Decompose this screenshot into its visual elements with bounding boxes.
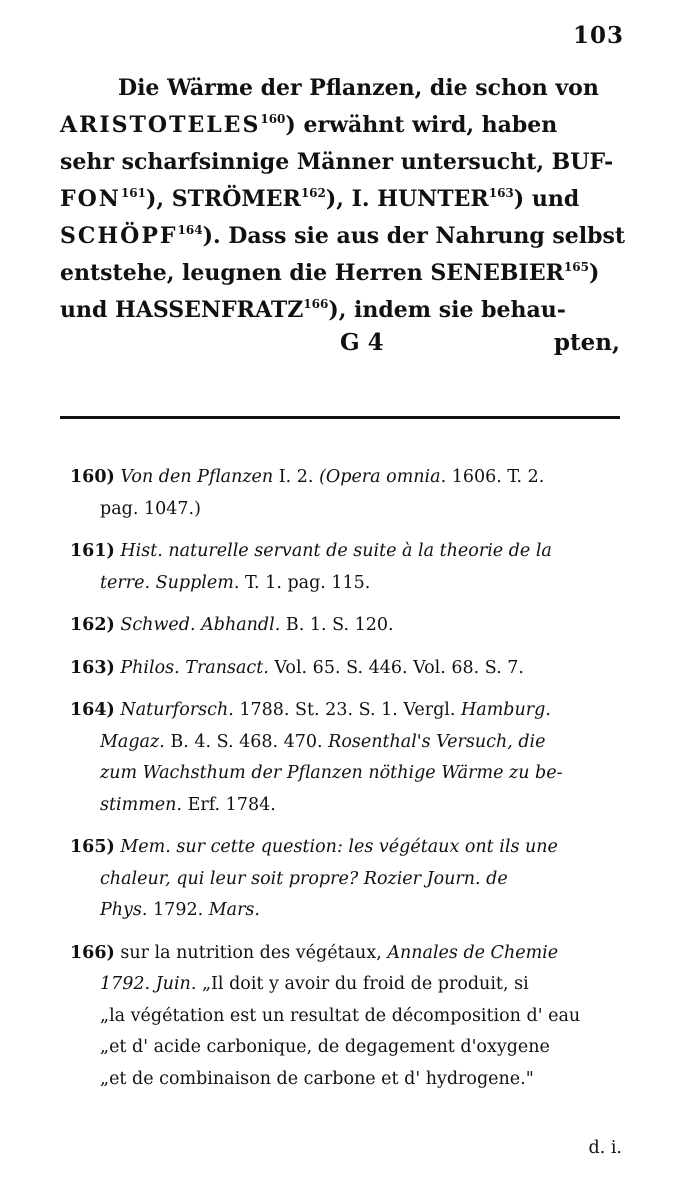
body-line: Die Wärme der Pflanzen, die schon von: [118, 75, 599, 101]
end-mark: d. i.: [588, 1138, 622, 1158]
body-line: entstehe, leugnen die Herren SENEBIER$^{165}$): [60, 260, 600, 286]
body-line: FON$^{161}$), STRÖMER$^{162}$), I. HUNTER$^{163}$) und: [60, 186, 580, 212]
body-line: ARISTOTELES$^{160}$) erwähnt wird, haben: [60, 112, 558, 138]
footnote-162: 162) Schwed. Abhandl. B. 1. S. 120.: [70, 615, 394, 635]
body-line: und HASSENFRATZ$^{166}$), indem sie behau-: [60, 297, 566, 323]
catchword: pten,: [553, 329, 620, 356]
body-line: sehr scharfsinnige Männer untersucht, BUF-: [60, 149, 614, 175]
signature-line: [60, 329, 620, 366]
footnote-160: 160) Von den Pflanzen I. 2. (Opera omnia. 1606. T. 2. pag. 1047.): [70, 467, 545, 519]
footnote-161: 161) Hist. naturelle servant de suite à la theorie de la terre. Supplem. T. 1. pag. 115.: [70, 541, 552, 593]
footnote-separator: [60, 416, 620, 419]
footnote-163: 163) Philos. Transact. Vol. 65. S. 446. Vol. 68. S. 7.: [70, 657, 524, 678]
footnote-165: 165) Mem. sur cette question: les végétaux ont ils une chaleur, qui leur soit propre? Rozier Journ. de Phys. 1792. Mars.: [70, 837, 558, 920]
main-text: [60, 70, 626, 329]
signature-mark: G 4: [340, 329, 384, 356]
body-line: SCHÖPF$^{164}$). Dass sie aus der Nahrung selbst: [60, 223, 626, 249]
page-number: 103: [572, 22, 624, 49]
footnote-164: 164) Naturforsch. 1788. St. 23. S. 1. Vergl. Hamburg. Magaz. B. 4. S. 468. 470. Rosenthal's Versuch, die zum Wachsthum der Pflanzen nöthige Wärme zu be- stimmen. Erf. 1784.: [70, 700, 563, 815]
footnotes: [70, 462, 622, 1106]
footnote-166: 166) sur la nutrition des végétaux, Annales de Chemie 1792. Juin. „Il doit y avoir du froid de produit, si „la végétation est un resultat de décomposition d' eau „et d' acide carbonique, de degagement d'oxygene „et de combinaison de carbone et d' hydrogene.": [70, 942, 581, 1089]
